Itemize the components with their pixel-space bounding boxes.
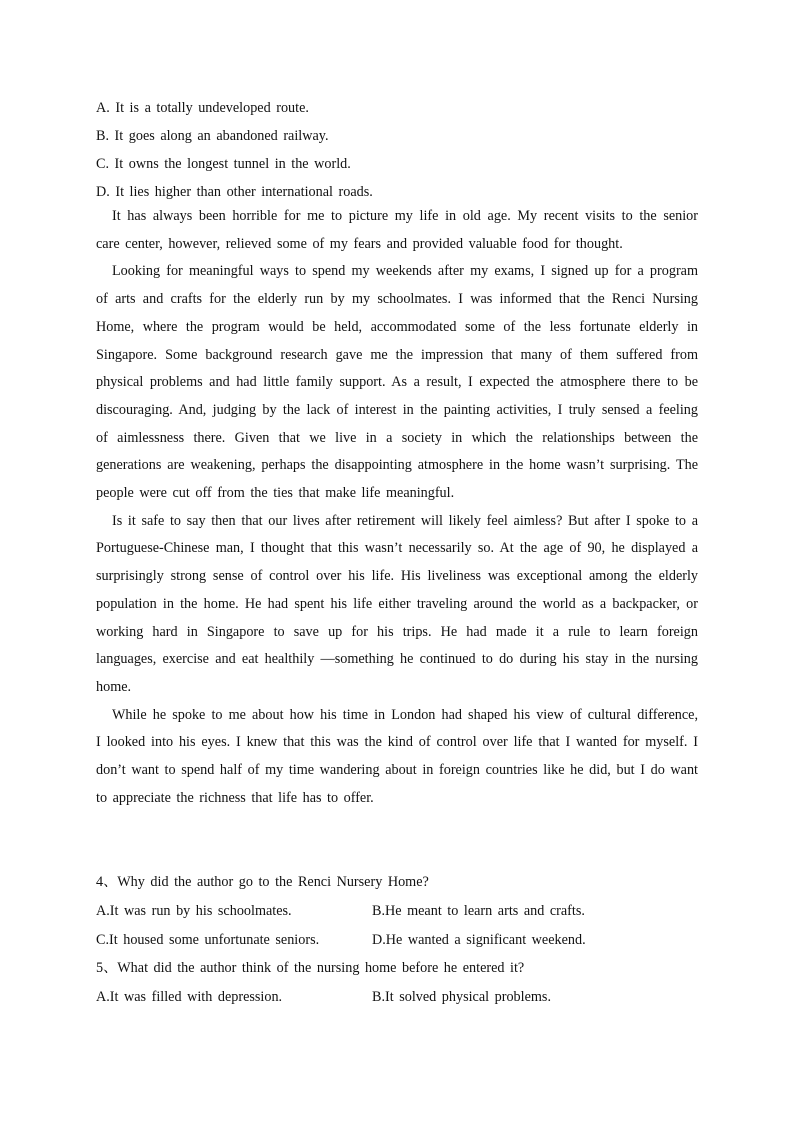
previous-question-options [96,94,706,206]
question-5-option-b: B.It solved physical problems. [372,989,551,1005]
question-5-stem: 5、What did the author think of the nursing home before he entered it? [96,960,525,976]
option-b: B. It goes along an abandoned railway. [96,128,329,144]
passage-paragraph-2: Looking for meaningful ways to spend my weekends after my exams, I signed up for a program of arts and crafts for the elderly run by my schoolmates. I was informed that the Renci Nursing Home, where the program would be held, accommodated some of the less fortunate elderly in Singapore. Some background research gave me the impression that many of them suffered from physical problems and had little family support. As a result, I expected the atmosphere there to be discouraging. And, judging by the lack of interest in the painting activities, I truly sensed a feeling of aimlessness there. Given that we live in a society in which the relationships between the generations are weakening, perhaps the disappointing atmosphere in the home wasn’t surprising. The people were cut off from the ties that make life meaningful. [96,263,698,502]
question-4-options-row-1 [96,897,706,926]
question-4-option-b: B.He meant to learn arts and crafts. [372,903,585,919]
question-4-option-d: D.He wanted a significant weekend. [372,931,586,948]
option-c: C. It owns the longest tunnel in the world. [96,156,351,172]
question-5-option-a: A.It was filled with depression. [96,989,283,1005]
option-a: A. It is a totally undeveloped route. [96,100,309,116]
passage-paragraph-3: Is it safe to say then that our lives after retirement will likely feel aimless? But after I spoke to a Portuguese-Chinese man, I thought that this wasn’t necessarily so. At the age of 90, he displayed a surprisingly strong sense of control over his life. His liveliness was exceptional among the elderly population in the home. He had spent his life either traveling around the world as a backpacker, or working hard in Singapore to save up for his trips. He had made it a rule to learn foreign languages, exercise and eat healthily —something he continued to do during his stay in the nursing home. [96,512,698,695]
question-5-options-row-1 [96,983,706,1012]
question-4-option-a: A.It was run by his schoolmates. [96,903,292,919]
question-4-option-c: C.It housed some unfortunate seniors. [96,931,320,948]
passage-paragraph-1: It has always been horrible for me to picture my life in old age. My recent visits to the senior care center, however, relieved some of my fears and provided valuable food for thought. [96,208,698,252]
option-d: D. It lies higher than other international roads. [96,184,373,200]
reading-passage [96,203,698,812]
question-4-stem: 4、Why did the author go to the Renci Nursery Home? [96,874,429,890]
question-section [96,868,706,1012]
question-4-options-row-2 [96,926,706,955]
passage-paragraph-4: While he spoke to me about how his time in London had shaped his view of cultural difference, I looked into his eyes. I knew that this was the kind of control over life that I wanted for myself. I don’t want to spend half of my time wandering about in foreign countries like he did, but I do want to appreciate the richness that life has to offer. [96,706,698,806]
